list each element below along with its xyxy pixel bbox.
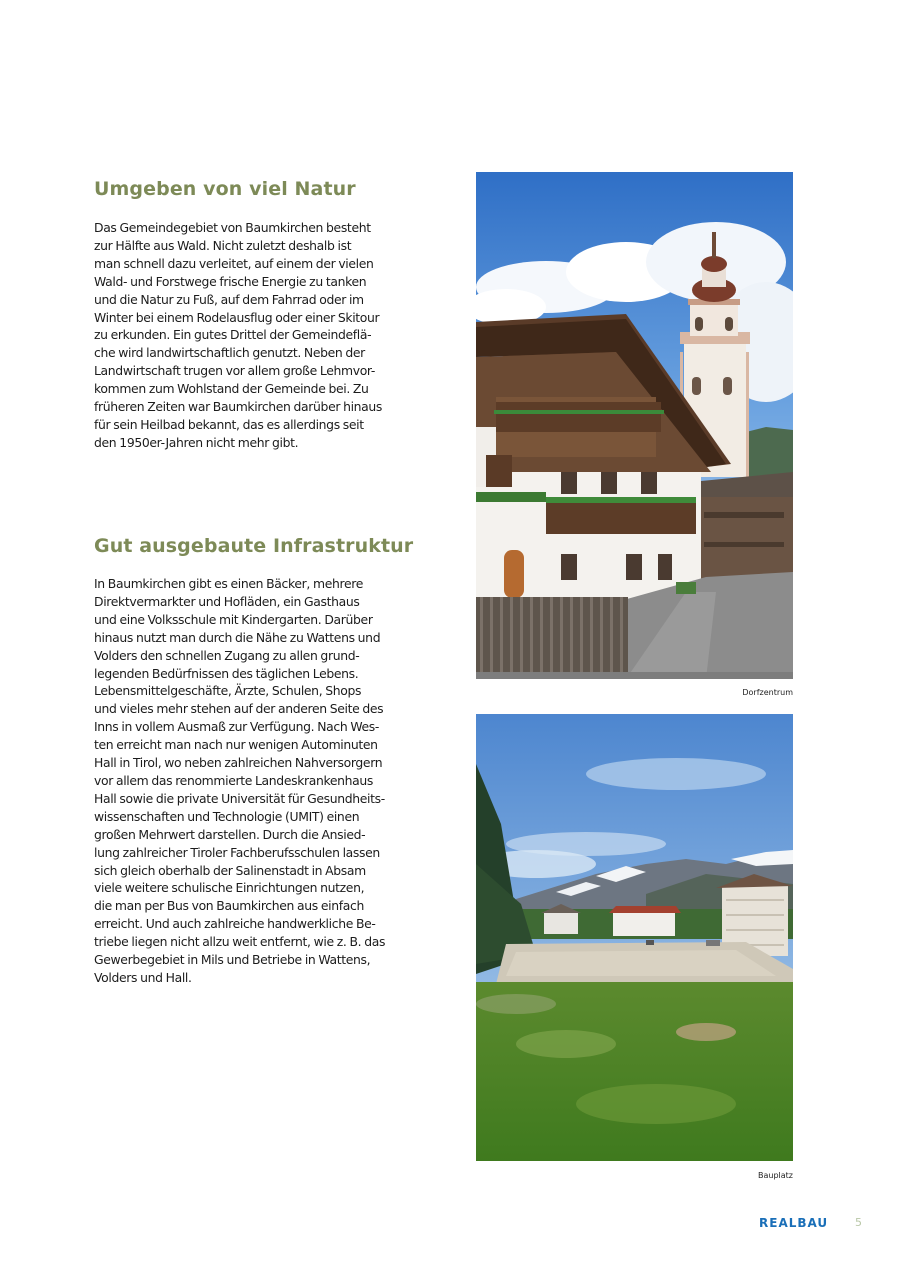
text-line: triebe liegen nicht allzu weit entfernt, wie z. B. das — [94, 934, 386, 950]
text-line: erreicht. Und auch zahlreiche handwerkliche Be- — [94, 916, 376, 932]
text-line: kommen zum Wohlstand der Gemeinde bei. Zu — [94, 381, 369, 397]
text-line: In Baumkirchen gibt es einen Bäcker, mehrere — [94, 576, 363, 591]
text-line: wissenschaften und Technologie (UMIT) einen — [94, 808, 360, 824]
text-line: zu erkunden. Ein gutes Drittel der Gemeindeflä- — [94, 327, 372, 343]
text-line: zur Hälfte aus Wald. Nicht zuletzt deshalb ist — [94, 237, 352, 253]
text-line: und die Natur zu Fuß, auf dem Fahrrad oder im — [94, 291, 364, 307]
text-line: Volders und Hall. — [94, 969, 192, 985]
text-line: Gewerbegebiet in Mils und Betriebe in Wattens, — [94, 952, 371, 968]
text-line: viele weitere schulische Einrichtungen nutzen, — [94, 880, 365, 896]
section-heading-infrastructure: Gut ausgebaute Infrastruktur — [94, 535, 414, 557]
text-line: und eine Volksschule mit Kindergarten. Darüber — [94, 611, 373, 627]
brand-logo-text: REALBAU — [759, 1216, 829, 1230]
section-body-infrastructure — [94, 575, 416, 987]
text-line: und vieles mehr stehen auf der anderen Seite des — [94, 701, 384, 717]
text-line: großen Mehrwert darstellen. Durch die Ansied- — [94, 826, 366, 842]
text-line: hinaus nutzt man durch die Nähe zu Wattens und — [94, 629, 381, 645]
photo-caption: Bauplatz — [758, 1171, 793, 1180]
text-line: Hall in Tirol, wo neben zahlreichen Nahversorgern — [94, 755, 383, 771]
text-line: Volders den schnellen Zugang zu allen grund- — [94, 647, 360, 663]
page-number: 5 — [855, 1216, 862, 1229]
section-heading-nature: Umgeben von viel Natur — [94, 178, 356, 200]
text-line: den 1950er-Jahren nicht mehr gibt. — [94, 434, 299, 450]
text-line: Inns in vollem Ausmaß zur Verfügung. Nach Wes- — [94, 719, 380, 735]
text-line: die man per Bus von Baumkirchen aus einfach — [94, 898, 364, 914]
section-body-nature — [94, 219, 416, 452]
text-line: Winter bei einem Rodelausflug oder einer Skitour — [94, 309, 380, 325]
text-line: Hall sowie die private Universität für Gesundheits- — [94, 790, 385, 806]
text-line: Landwirtschaft trugen vor allem große Lehmvor- — [94, 363, 375, 379]
text-line: vor allem das renommierte Landeskrankenhaus — [94, 772, 374, 788]
text-line: lung zahlreicher Tiroler Fachberufsschulen lassen — [94, 844, 380, 860]
text-line: che wird landwirtschaftlich genutzt. Neben der — [94, 345, 365, 361]
text-line: Das Gemeindegebiet von Baumkirchen besteht — [94, 220, 371, 235]
text-line: Direktvermarkter und Hofläden, ein Gasthaus — [94, 593, 360, 609]
text-line: Lebensmittelgeschäfte, Ärzte, Schulen, Shops — [94, 683, 362, 699]
text-line: Wald- und Forstwege frische Energie zu tanken — [94, 273, 367, 289]
text-line: legenden Bedürfnissen des täglichen Lebens. — [94, 665, 359, 681]
text-line: für sein Heilbad bekannt, das es allerdings seit — [94, 416, 364, 432]
text-line: sich gleich oberhalb der Salinenstadt in Absam — [94, 862, 366, 878]
text-line: ten erreicht man nach nur wenigen Autominuten — [94, 737, 378, 753]
photo-caption: Dorfzentrum — [742, 688, 793, 697]
photo-building-plot — [476, 714, 793, 1161]
photo-village-center — [476, 172, 793, 679]
text-line: früheren Zeiten war Baumkirchen darüber hinaus — [94, 399, 383, 415]
text-line: man schnell dazu verleitet, auf einem der vielen — [94, 255, 374, 271]
